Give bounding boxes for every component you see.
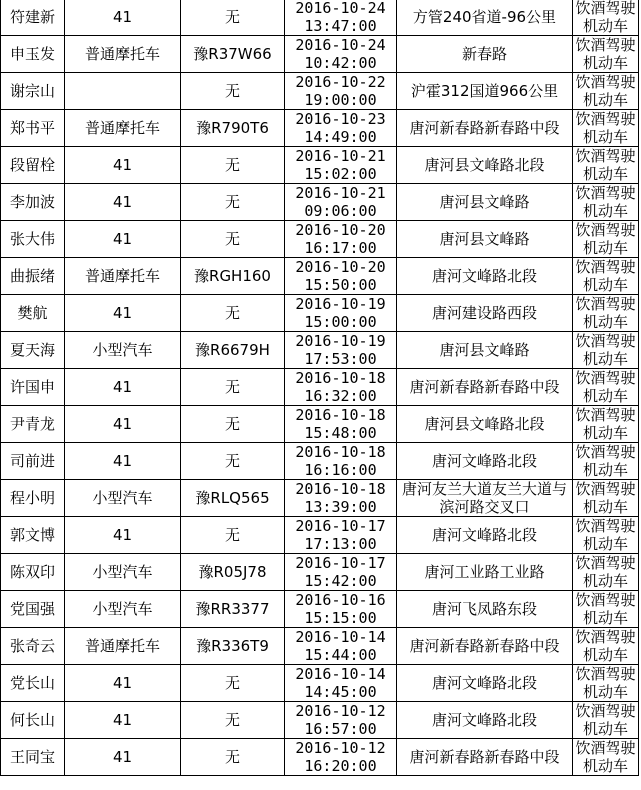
violation-location-cell: 唐河友兰大道友兰大道与滨河路交叉口	[397, 480, 573, 517]
violation-date: 2016-10-20	[295, 258, 386, 276]
violation-type-cell	[573, 332, 639, 369]
driver-name-cell: 张大伟	[1, 221, 65, 258]
violation-type-line1: 饮酒驾驶	[575, 110, 636, 128]
driver-name-cell: 党国强	[1, 591, 65, 628]
plate-number-cell: 无	[181, 406, 285, 443]
table-row	[1, 73, 639, 110]
violation-type-line2: 机动车	[582, 17, 628, 35]
vehicle-type-cell: 41	[65, 295, 181, 332]
driver-name-cell: 郑书平	[1, 110, 65, 147]
plate-number-cell: 豫R336T9	[181, 628, 285, 665]
vehicle-type-cell: 小型汽车	[65, 332, 181, 369]
violation-datetime-cell	[285, 406, 397, 443]
violation-location-cell: 唐河新春路新春路中段	[397, 369, 573, 406]
table-row	[1, 0, 639, 36]
violation-type-cell	[573, 110, 639, 147]
plate-number-cell: 豫RLQ565	[181, 480, 285, 517]
violation-type-line1: 饮酒驾驶	[575, 332, 636, 350]
table-row	[1, 406, 639, 443]
violation-type-line1: 饮酒驾驶	[575, 665, 636, 683]
violation-date: 2016-10-19	[295, 295, 386, 313]
violation-date: 2016-10-21	[295, 184, 386, 202]
vehicle-type-cell: 41	[65, 0, 181, 36]
violation-date: 2016-10-12	[295, 739, 386, 757]
violation-location-cell: 唐河文峰路北段	[397, 443, 573, 480]
table-row	[1, 480, 639, 517]
violation-type-cell	[573, 443, 639, 480]
violation-date: 2016-10-16	[295, 591, 386, 609]
violation-type-line2: 机动车	[582, 757, 628, 775]
driver-name-cell: 许国申	[1, 369, 65, 406]
violation-datetime-cell	[285, 369, 397, 406]
driver-name-cell: 郭文博	[1, 517, 65, 554]
violation-type-line2: 机动车	[582, 202, 628, 220]
violation-type-cell	[573, 184, 639, 221]
violation-datetime-cell	[285, 702, 397, 739]
violation-time: 09:06:00	[304, 202, 377, 220]
vehicle-type-cell: 普通摩托车	[65, 628, 181, 665]
violation-time: 15:15:00	[304, 609, 377, 627]
violation-location-cell: 唐河县文峰路	[397, 221, 573, 258]
vehicle-type-cell: 41	[65, 739, 181, 776]
violation-time: 17:53:00	[304, 350, 377, 368]
violation-datetime-cell	[285, 110, 397, 147]
violation-type-cell	[573, 406, 639, 443]
violation-date: 2016-10-18	[295, 443, 386, 461]
vehicle-type-cell: 41	[65, 702, 181, 739]
violation-datetime-cell	[285, 628, 397, 665]
violation-location-cell: 唐河建设路西段	[397, 295, 573, 332]
violation-type-line1: 饮酒驾驶	[575, 517, 636, 535]
violation-type-line2: 机动车	[582, 91, 628, 109]
violation-datetime-cell	[285, 184, 397, 221]
table-row	[1, 110, 639, 147]
driver-name-cell: 樊航	[1, 295, 65, 332]
violation-type-cell	[573, 480, 639, 517]
violation-time: 13:47:00	[304, 17, 377, 35]
violation-time: 16:32:00	[304, 387, 377, 405]
violation-type-line1: 饮酒驾驶	[575, 702, 636, 720]
table-row	[1, 628, 639, 665]
violation-datetime-cell	[285, 554, 397, 591]
driver-name-cell: 程小明	[1, 480, 65, 517]
violation-date: 2016-10-18	[295, 480, 386, 498]
plate-number-cell: 豫R6679H	[181, 332, 285, 369]
violation-location-cell: 唐河新春路新春路中段	[397, 110, 573, 147]
vehicle-type-cell: 41	[65, 443, 181, 480]
violation-datetime-cell	[285, 73, 397, 110]
table-row	[1, 517, 639, 554]
violation-datetime-cell	[285, 332, 397, 369]
violation-type-cell	[573, 258, 639, 295]
driver-name-cell: 段留栓	[1, 147, 65, 184]
violation-location-cell: 唐河工业路工业路	[397, 554, 573, 591]
violation-type-line2: 机动车	[582, 165, 628, 183]
violation-type-cell	[573, 517, 639, 554]
violation-type-cell	[573, 702, 639, 739]
plate-number-cell: 豫RR3377	[181, 591, 285, 628]
violation-time: 17:13:00	[304, 535, 377, 553]
table-row	[1, 443, 639, 480]
vehicle-type-cell: 小型汽车	[65, 554, 181, 591]
violation-type-cell	[573, 628, 639, 665]
vehicle-type-cell: 41	[65, 184, 181, 221]
plate-number-cell: 豫R790T6	[181, 110, 285, 147]
violation-time: 16:17:00	[304, 239, 377, 257]
violation-datetime-cell	[285, 295, 397, 332]
violation-location-cell: 唐河文峰路北段	[397, 517, 573, 554]
violation-time: 15:48:00	[304, 424, 377, 442]
violation-location-cell: 唐河新春路新春路中段	[397, 739, 573, 776]
violation-type-cell	[573, 36, 639, 73]
violation-type-line2: 机动车	[582, 387, 628, 405]
violation-type-line2: 机动车	[582, 313, 628, 331]
violation-location-cell: 唐河县文峰路北段	[397, 147, 573, 184]
violation-location-cell: 沪霍312国道966公里	[397, 73, 573, 110]
violation-type-line2: 机动车	[582, 498, 628, 516]
vehicle-type-cell: 41	[65, 665, 181, 702]
violation-type-line1: 饮酒驾驶	[575, 36, 636, 54]
violation-type-line2: 机动车	[582, 128, 628, 146]
violation-type-line1: 饮酒驾驶	[575, 0, 636, 17]
violation-time: 15:44:00	[304, 646, 377, 664]
violation-type-line1: 饮酒驾驶	[575, 295, 636, 313]
violation-time: 14:49:00	[304, 128, 377, 146]
violation-date: 2016-10-24	[295, 36, 386, 54]
violation-type-line2: 机动车	[582, 720, 628, 738]
driver-name-cell: 何长山	[1, 702, 65, 739]
violation-type-line2: 机动车	[582, 461, 628, 479]
vehicle-type-cell: 普通摩托车	[65, 258, 181, 295]
violation-type-cell	[573, 295, 639, 332]
table-row	[1, 591, 639, 628]
violation-type-cell	[573, 665, 639, 702]
violation-date: 2016-10-12	[295, 702, 386, 720]
violation-location-cell: 唐河县文峰路北段	[397, 406, 573, 443]
violation-date: 2016-10-17	[295, 517, 386, 535]
plate-number-cell: 豫R05J78	[181, 554, 285, 591]
vehicle-type-cell: 41	[65, 517, 181, 554]
violation-time: 14:45:00	[304, 683, 377, 701]
violation-type-line2: 机动车	[582, 350, 628, 368]
violation-time: 19:00:00	[304, 91, 377, 109]
violation-time: 13:39:00	[304, 498, 377, 516]
table-row	[1, 554, 639, 591]
table-row	[1, 258, 639, 295]
violation-datetime-cell	[285, 36, 397, 73]
violation-type-line2: 机动车	[582, 646, 628, 664]
plate-number-cell: 无	[181, 295, 285, 332]
table-row	[1, 36, 639, 73]
driver-name-cell: 陈双印	[1, 554, 65, 591]
violation-location-cell: 唐河县文峰路	[397, 332, 573, 369]
violation-date: 2016-10-14	[295, 665, 386, 683]
vehicle-type-cell: 小型汽车	[65, 591, 181, 628]
plate-number-cell: 无	[181, 369, 285, 406]
violation-time: 16:57:00	[304, 720, 377, 738]
driver-name-cell: 符建新	[1, 0, 65, 36]
table-row	[1, 369, 639, 406]
violation-datetime-cell	[285, 221, 397, 258]
vehicle-type-cell: 41	[65, 406, 181, 443]
vehicle-type-cell: 小型汽车	[65, 480, 181, 517]
violation-type-line1: 饮酒驾驶	[575, 443, 636, 461]
table-row	[1, 221, 639, 258]
violation-time: 16:20:00	[304, 757, 377, 775]
violation-datetime-cell	[285, 0, 397, 36]
violation-type-line1: 饮酒驾驶	[575, 739, 636, 757]
violation-type-cell	[573, 73, 639, 110]
table-row	[1, 665, 639, 702]
driver-name-cell: 党长山	[1, 665, 65, 702]
violation-type-line2: 机动车	[582, 276, 628, 294]
plate-number-cell: 无	[181, 702, 285, 739]
plate-number-cell: 无	[181, 443, 285, 480]
violation-datetime-cell	[285, 591, 397, 628]
violation-datetime-cell	[285, 739, 397, 776]
violation-date: 2016-10-23	[295, 110, 386, 128]
violation-datetime-cell	[285, 480, 397, 517]
driver-name-cell: 张奇云	[1, 628, 65, 665]
violation-type-line1: 饮酒驾驶	[575, 480, 636, 498]
vehicle-type-cell: 普通摩托车	[65, 36, 181, 73]
table-row	[1, 147, 639, 184]
violation-type-line1: 饮酒驾驶	[575, 221, 636, 239]
plate-number-cell: 无	[181, 73, 285, 110]
driver-name-cell: 司前进	[1, 443, 65, 480]
violation-type-line1: 饮酒驾驶	[575, 73, 636, 91]
plate-number-cell: 无	[181, 221, 285, 258]
table-body	[1, 0, 639, 776]
table-row	[1, 739, 639, 776]
driver-name-cell: 李加波	[1, 184, 65, 221]
violation-date: 2016-10-20	[295, 221, 386, 239]
driver-name-cell: 曲振绪	[1, 258, 65, 295]
violation-datetime-cell	[285, 443, 397, 480]
violation-type-cell	[573, 147, 639, 184]
violation-type-line1: 饮酒驾驶	[575, 258, 636, 276]
plate-number-cell: 豫R37W66	[181, 36, 285, 73]
violation-time: 15:42:00	[304, 572, 377, 590]
violation-time: 16:16:00	[304, 461, 377, 479]
violation-date: 2016-10-17	[295, 554, 386, 572]
violation-type-line2: 机动车	[582, 424, 628, 442]
violation-type-line2: 机动车	[582, 54, 628, 72]
table-row	[1, 702, 639, 739]
violation-date: 2016-10-21	[295, 147, 386, 165]
violation-location-cell: 方管240省道-96公里	[397, 0, 573, 36]
violation-datetime-cell	[285, 665, 397, 702]
driver-name-cell: 申玉发	[1, 36, 65, 73]
violation-location-cell: 唐河文峰路北段	[397, 258, 573, 295]
plate-number-cell: 无	[181, 147, 285, 184]
plate-number-cell: 无	[181, 739, 285, 776]
violation-type-line2: 机动车	[582, 572, 628, 590]
violation-type-line2: 机动车	[582, 535, 628, 553]
violation-location-cell: 唐河新春路新春路中段	[397, 628, 573, 665]
violation-date: 2016-10-14	[295, 628, 386, 646]
violation-datetime-cell	[285, 517, 397, 554]
violation-time: 15:50:00	[304, 276, 377, 294]
violation-datetime-cell	[285, 147, 397, 184]
violation-type-line1: 饮酒驾驶	[575, 369, 636, 387]
plate-number-cell: 豫RGH160	[181, 258, 285, 295]
violation-time: 15:00:00	[304, 313, 377, 331]
violation-time: 15:02:00	[304, 165, 377, 183]
table-row	[1, 295, 639, 332]
violation-type-line2: 机动车	[582, 239, 628, 257]
violation-date: 2016-10-18	[295, 369, 386, 387]
violation-location-cell: 唐河文峰路北段	[397, 665, 573, 702]
violation-type-line1: 饮酒驾驶	[575, 554, 636, 572]
plate-number-cell: 无	[181, 0, 285, 36]
violation-type-line2: 机动车	[582, 609, 628, 627]
plate-number-cell: 无	[181, 184, 285, 221]
violation-type-line1: 饮酒驾驶	[575, 406, 636, 424]
violation-type-line1: 饮酒驾驶	[575, 147, 636, 165]
violation-location-cell: 新春路	[397, 36, 573, 73]
vehicle-type-cell: 41	[65, 147, 181, 184]
driver-name-cell: 王同宝	[1, 739, 65, 776]
plate-number-cell: 无	[181, 665, 285, 702]
violation-type-cell	[573, 221, 639, 258]
driver-name-cell: 尹青龙	[1, 406, 65, 443]
driver-name-cell: 谢宗山	[1, 73, 65, 110]
violation-date: 2016-10-24	[295, 0, 386, 17]
violation-time: 10:42:00	[304, 54, 377, 72]
violation-type-line2: 机动车	[582, 683, 628, 701]
violation-type-line1: 饮酒驾驶	[575, 628, 636, 646]
table-row	[1, 332, 639, 369]
violation-type-cell	[573, 0, 639, 36]
violation-type-line1: 饮酒驾驶	[575, 591, 636, 609]
vehicle-type-cell: 41	[65, 369, 181, 406]
plate-number-cell: 无	[181, 517, 285, 554]
violation-date: 2016-10-19	[295, 332, 386, 350]
violation-location-cell: 唐河文峰路北段	[397, 702, 573, 739]
violation-datetime-cell	[285, 258, 397, 295]
vehicle-type-cell: 41	[65, 221, 181, 258]
violation-type-cell	[573, 739, 639, 776]
vehicle-type-cell	[65, 73, 181, 110]
violation-type-cell	[573, 369, 639, 406]
violation-location-cell: 唐河飞凤路东段	[397, 591, 573, 628]
table-row	[1, 184, 639, 221]
driver-name-cell: 夏天海	[1, 332, 65, 369]
violation-type-cell	[573, 591, 639, 628]
violation-date: 2016-10-18	[295, 406, 386, 424]
violation-date: 2016-10-22	[295, 73, 386, 91]
vehicle-type-cell: 普通摩托车	[65, 110, 181, 147]
violation-type-line1: 饮酒驾驶	[575, 184, 636, 202]
violation-type-cell	[573, 554, 639, 591]
violation-location-cell: 唐河县文峰路	[397, 184, 573, 221]
